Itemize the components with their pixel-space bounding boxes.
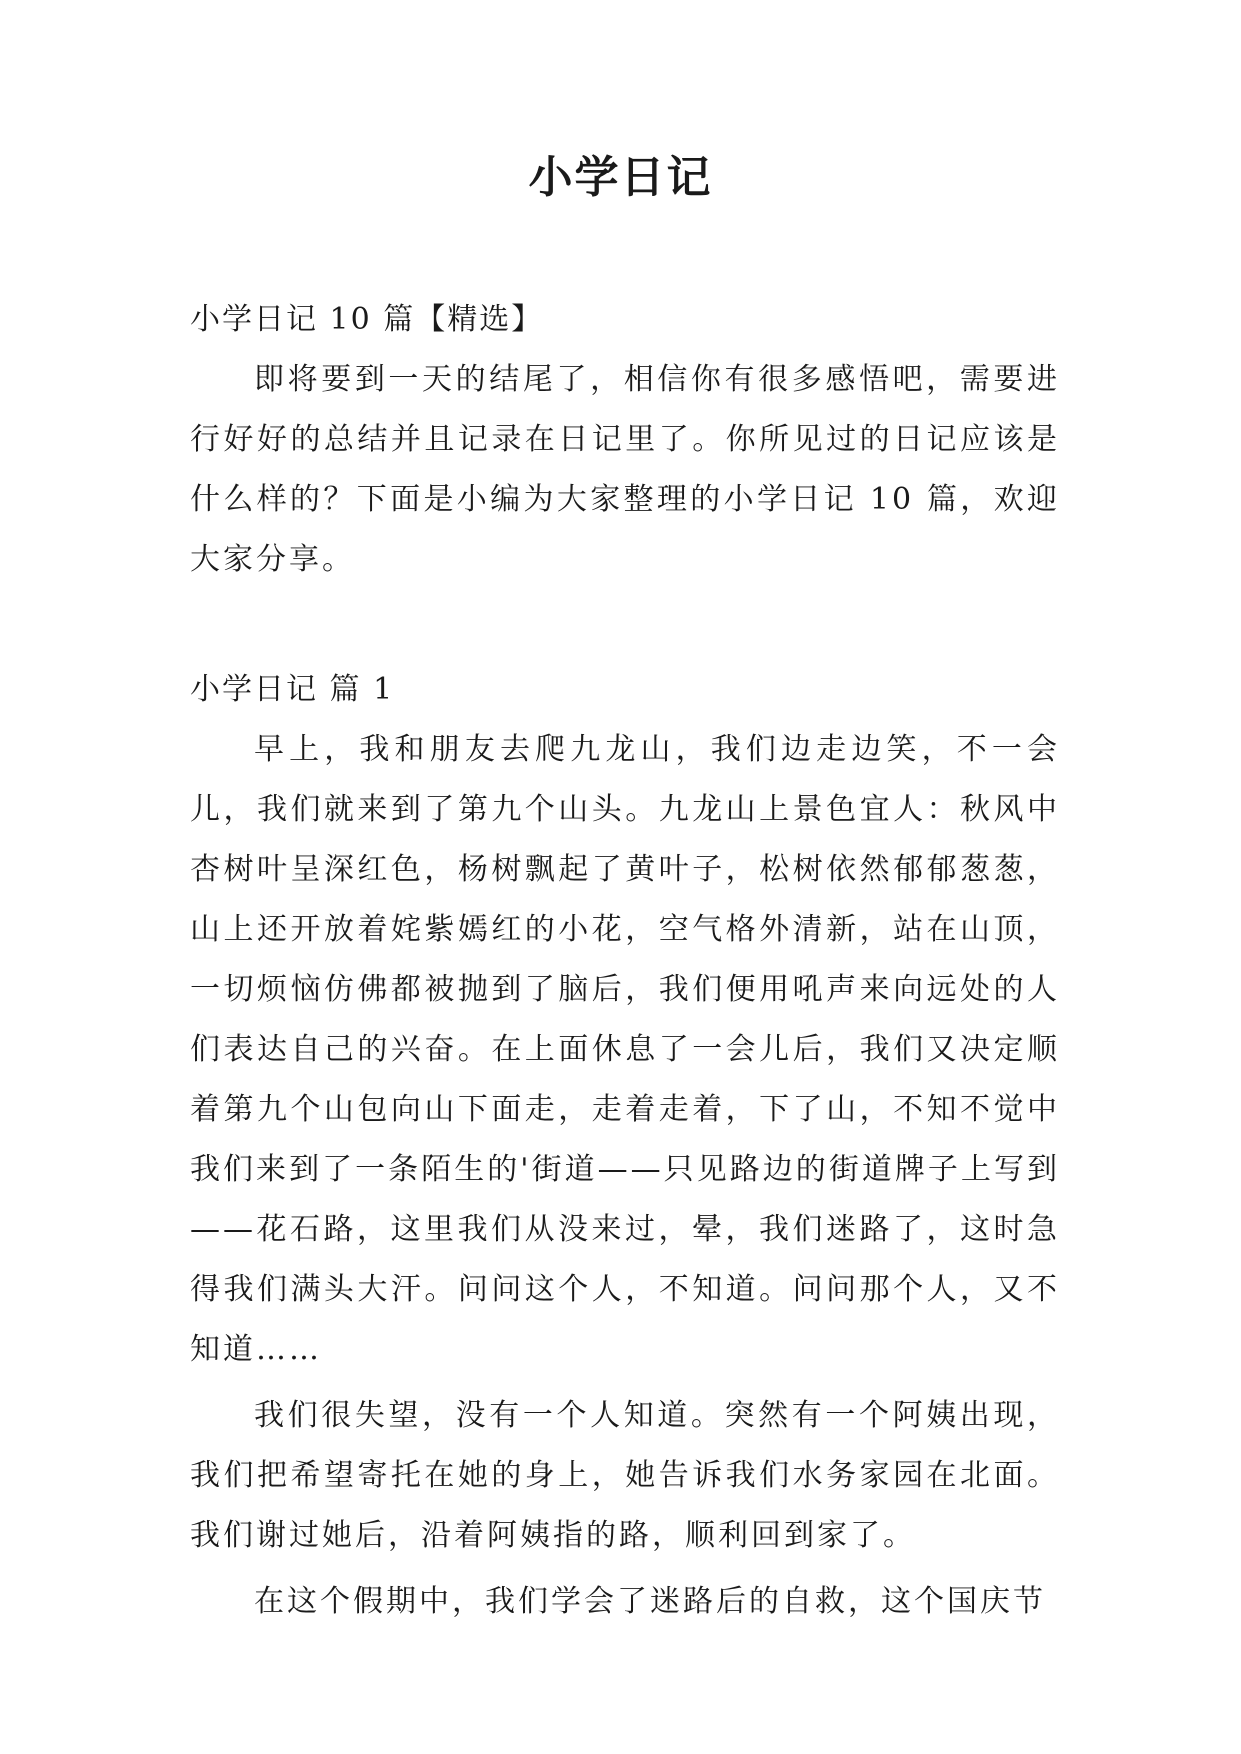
document-title: 小学日记 bbox=[528, 152, 713, 203]
document-subtitle: 小学日记 10 篇【精选】 bbox=[190, 302, 544, 337]
section-heading: 小学日记 篇 1 bbox=[190, 672, 395, 707]
document-body bbox=[190, 290, 1060, 1632]
section-spacer bbox=[190, 590, 1060, 660]
body-paragraph-2: 我们很失望，没有一个人知道。突然有一个阿姨出现，我们把希望寄托在她的身上，她告诉我们水务家园在北面。我们谢过她后，沿着阿姨指的路，顺利回到家了。 bbox=[190, 1398, 1060, 1553]
intro-paragraph: 即将要到一天的结尾了，相信你有很多感悟吧，需要进行好好的总结并且记录在日记里了。你所见过的日记应该是什么样的？下面是小编为大家整理的小学日记 10 篇，欢迎大家分享。 bbox=[190, 362, 1060, 577]
body-paragraph-1: 早上，我和朋友去爬九龙山，我们边走边笑，不一会儿，我们就来到了第九个山头。九龙山上景色宜人：秋风中杏树叶呈深红色，杨树飘起了黄叶子，松树依然郁郁葱葱，山上还开放着姹紫嫣红的小花，空气格外清新，站在山顶，一切烦恼仿佛都被抛到了脑后，我们便用吼声来向远处的人们表达自己的兴奋。在上面休息了一会儿后，我们又决定顺着第九个山包向山下面走，走着走着，下了山，不知不觉中我们来到了一条陌生的'街道——只见路边的街道牌子上写到——花石路，这里我们从没来过，晕，我们迷路了，这时急得我们满头大汗。问问这个人，不知道。问问那个人，又不知道…… bbox=[190, 732, 1060, 1367]
body-paragraph-3: 在这个假期中，我们学会了迷路后的自救，这个国庆节 bbox=[254, 1584, 1046, 1619]
